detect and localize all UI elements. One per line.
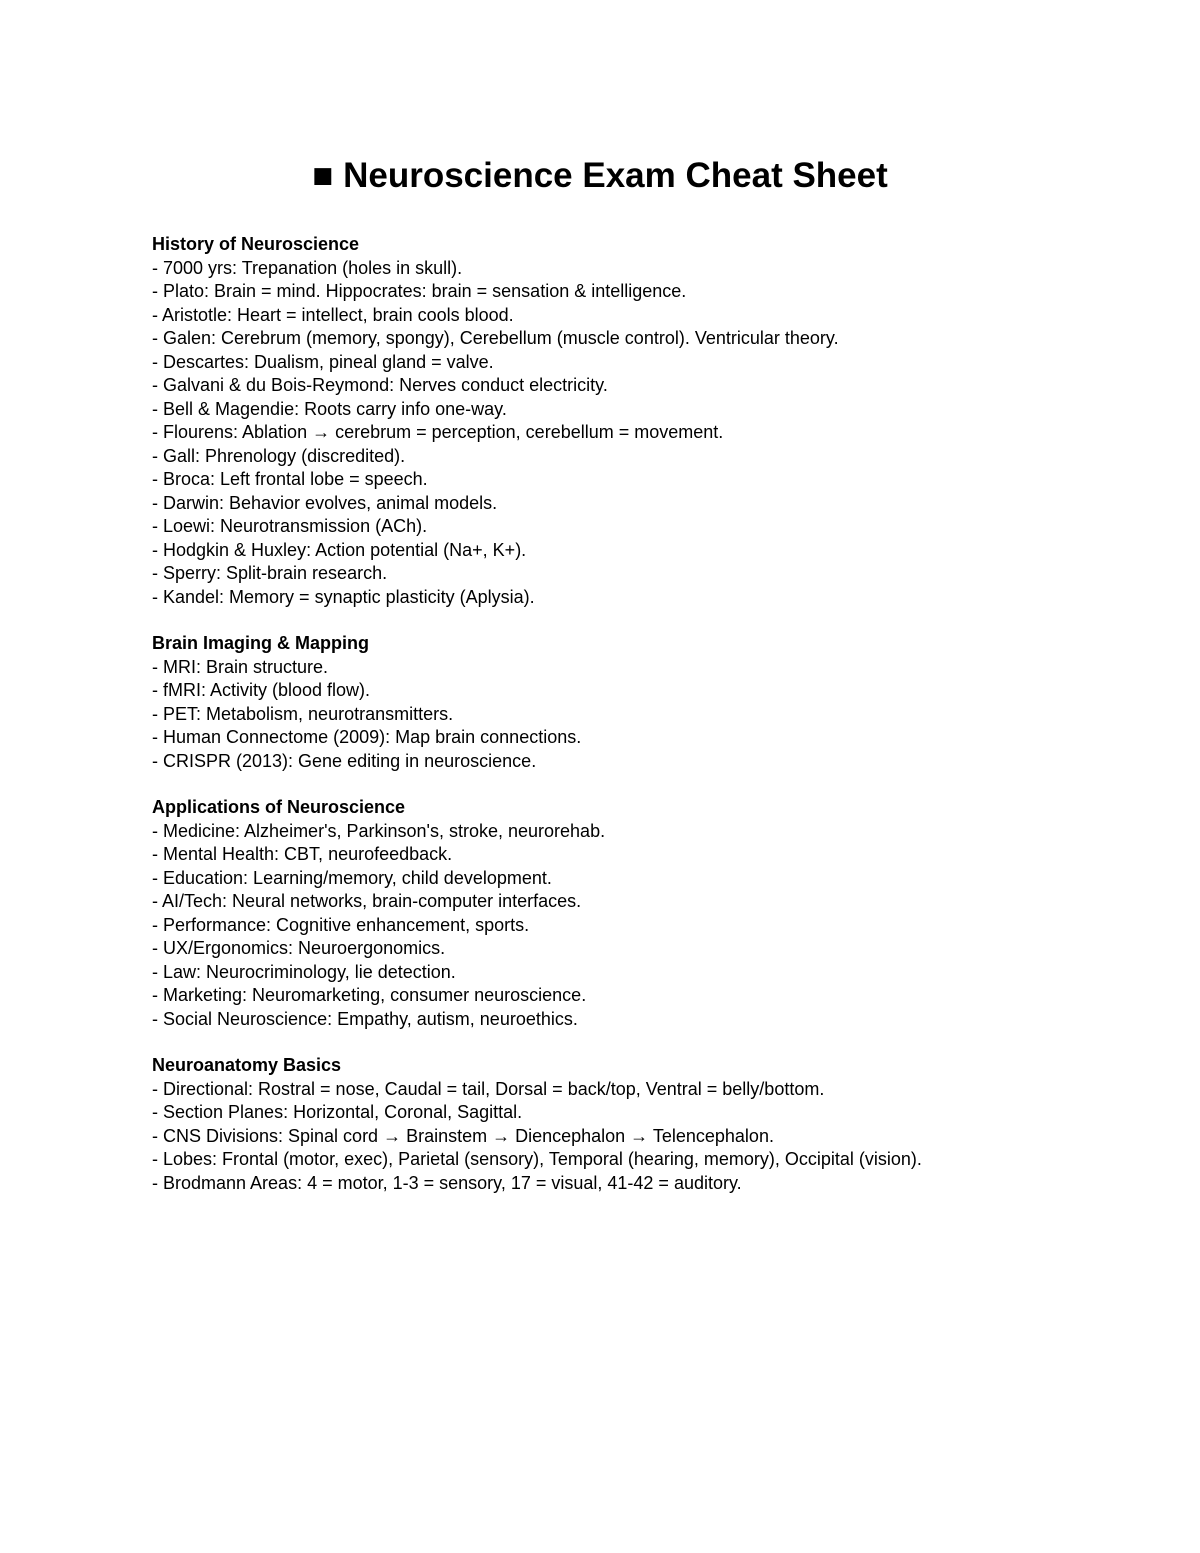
list-item: - Galen: Cerebrum (memory, spongy), Cerebellum (muscle control). Ventricular theory. bbox=[152, 328, 839, 348]
list-item: - Kandel: Memory = synaptic plasticity (Aplysia). bbox=[152, 586, 535, 607]
page-title: ■ Neuroscience Exam Cheat Sheet bbox=[312, 156, 888, 195]
list-item: - CNS Divisions: Spinal cord → Brainstem → Diencephalon → Telencephalon. bbox=[152, 1125, 774, 1146]
list-item: - Directional: Rostral = nose, Caudal = tail, Dorsal = back/top, Ventral = belly/bottom. bbox=[152, 1078, 825, 1099]
list-item: - Section Planes: Horizontal, Coronal, Sagittal. bbox=[152, 1102, 523, 1122]
list-item: - Darwin: Behavior evolves, animal models. bbox=[152, 492, 498, 513]
list-item: - fMRI: Activity (blood flow). bbox=[152, 680, 371, 700]
list-item: - Social Neuroscience: Empathy, autism, neuroethics. bbox=[152, 1008, 578, 1029]
list-item: - 7000 yrs: Trepanation (holes in skull). bbox=[152, 257, 463, 278]
list-item: - Broca: Left frontal lobe = speech. bbox=[152, 469, 428, 489]
list-item: - Flourens: Ablation → cerebrum = perception, cerebellum = movement. bbox=[152, 422, 724, 442]
section-heading: Brain Imaging & Mapping bbox=[152, 633, 370, 653]
list-item: - UX/Ergonomics: Neuroergonomics. bbox=[152, 938, 446, 958]
document-content bbox=[152, 233, 1152, 1218]
list-item: - Law: Neurocriminology, lie detection. bbox=[152, 961, 456, 982]
list-item: - Galvani & du Bois-Reymond: Nerves conduct electricity. bbox=[152, 375, 608, 395]
section-heading: Neuroanatomy Basics bbox=[152, 1055, 342, 1075]
list-item: - PET: Metabolism, neurotransmitters. bbox=[152, 703, 454, 724]
list-item: - Performance: Cognitive enhancement, sports. bbox=[152, 914, 530, 935]
list-item: - Descartes: Dualism, pineal gland = valve. bbox=[152, 351, 494, 372]
section-applications-of-neuroscience bbox=[152, 796, 1152, 1031]
section-brain-imaging-mapping bbox=[152, 632, 1152, 773]
list-item: - Plato: Brain = mind. Hippocrates: brain = sensation & intelligence. bbox=[152, 281, 687, 301]
list-item: - Lobes: Frontal (motor, exec), Parietal (sensory), Temporal (hearing, memory), Occipital (vision). bbox=[152, 1149, 922, 1169]
section-heading: Applications of Neuroscience bbox=[152, 797, 406, 817]
list-item: - MRI: Brain structure. bbox=[152, 656, 329, 677]
list-item: - Loewi: Neurotransmission (ACh). bbox=[152, 516, 428, 536]
section-neuroanatomy-basics bbox=[152, 1054, 1152, 1195]
list-item: - Education: Learning/memory, child development. bbox=[152, 867, 552, 888]
list-item: - Human Connectome (2009): Map brain connections. bbox=[152, 727, 582, 747]
list-item: - Hodgkin & Huxley: Action potential (Na+, K+). bbox=[152, 539, 527, 560]
list-item: - Bell & Magendie: Roots carry info one-way. bbox=[152, 398, 507, 419]
list-item: - Sperry: Split-brain research. bbox=[152, 563, 388, 583]
list-item: - Marketing: Neuromarketing, consumer neuroscience. bbox=[152, 985, 587, 1005]
list-item: - Brodmann Areas: 4 = motor, 1-3 = sensory, 17 = visual, 41-42 = auditory. bbox=[152, 1172, 742, 1193]
list-item: - Medicine: Alzheimer's, Parkinson's, stroke, neurorehab. bbox=[152, 820, 606, 841]
section-history-of-neuroscience bbox=[152, 233, 1152, 609]
list-item: - Aristotle: Heart = intellect, brain cools blood. bbox=[152, 304, 514, 325]
list-item: - Mental Health: CBT, neurofeedback. bbox=[152, 844, 453, 864]
list-item: - Gall: Phrenology (discredited). bbox=[152, 445, 406, 466]
section-heading: History of Neuroscience bbox=[152, 234, 360, 254]
list-item: - CRISPR (2013): Gene editing in neuroscience. bbox=[152, 750, 537, 771]
list-item: - AI/Tech: Neural networks, brain-computer interfaces. bbox=[152, 891, 582, 911]
